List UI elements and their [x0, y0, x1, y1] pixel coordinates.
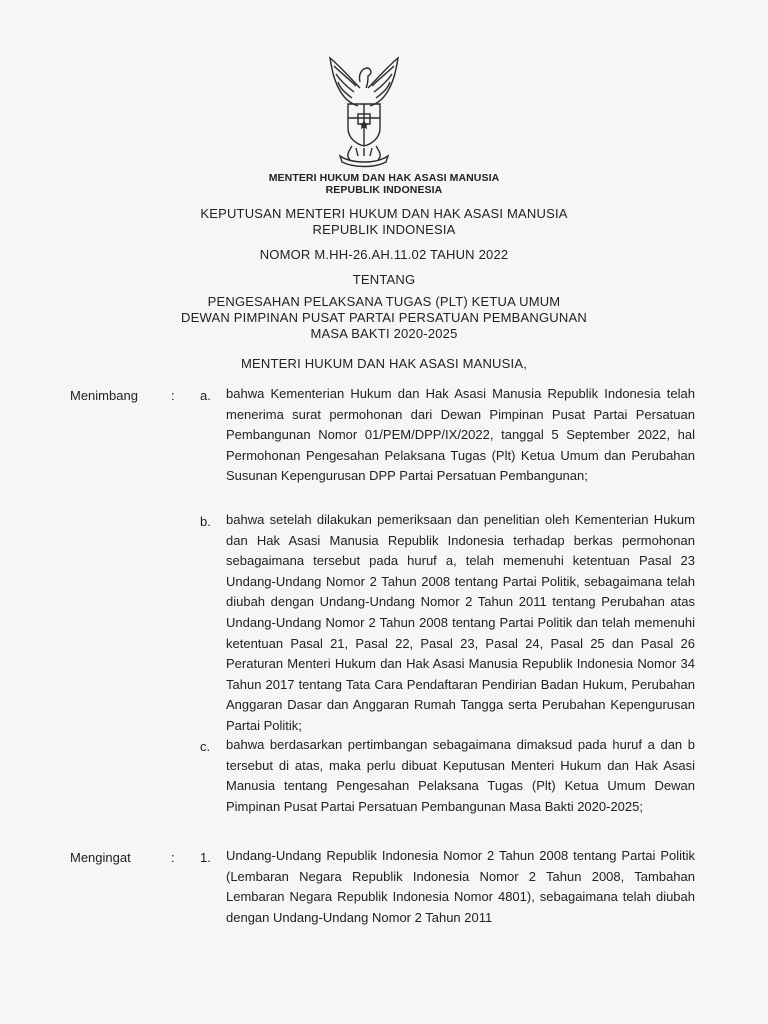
menimbang-item-a-text: bahwa Kementerian Hukum dan Hak Asasi Manusia Republik Indonesia telah menerima surat permohonan dari Dewan Pimpinan Pusat Partai Persatuan Pembangunan Nomor 01/PEM/DPP/IX/2022, tanggal 5 September 2022, hal Permohonan Pengesahan Pelaksana Tugas (Plt) Ketua Umum dan Perubahan Susunan Kepengurusan DPP Partai Persatuan Pembangunan;	[226, 386, 695, 484]
decision-number: NOMOR M.HH-26.AH.11.02 TAHUN 2022	[259, 247, 509, 262]
mengingat-label: Mengingat	[70, 850, 131, 865]
menimbang-item-b-text: bahwa setelah dilakukan pemeriksaan dan penelitian oleh Kementerian Hukum dan Hak Asasi Manusia Republik Indonesia terhadap berkas permohonan sebagaimana tersebut pada huruf a, telah memenuhi ketentuan Pasal 23 Undang-Undang Nomor 2 Tahun 2008 tentang Partai Politik, sebagaimana telah diubah dengan Undang-Undang Nomor 2 Tahun 2011 tentang Perubahan atas Undang-Undang Nomor 2 Tahun 2008 tentang Partai Politik dan telah memenuhi ketentuan Pasal 21, Pasal 22, Pasal 23, Pasal 24, Pasal 25 dan Pasal 26 Peraturan Menteri Hukum dan Hak Asasi Manusia Republik Indonesia Nomor 34 Tahun 2017 tentang Tata Cara Pendaftaran Pendirian Badan Hukum, Perubahan Anggaran Dasar dan Anggaran Rumah Tangga serta Perubahan Kepengurusan Partai Politik;	[226, 512, 695, 733]
ministry-title-line1: MENTERI HUKUM DAN HAK ASASI MANUSIA	[268, 172, 500, 184]
menimbang-item-c-mark: c.	[200, 739, 211, 754]
about-label: TENTANG	[352, 272, 416, 287]
ministry-title-line2: REPUBLIK INDONESIA	[325, 184, 443, 196]
menimbang-item-b-mark: b.	[200, 514, 211, 529]
decision-title-line2: REPUBLIK INDONESIA	[312, 222, 456, 237]
mengingat-colon: :	[171, 850, 175, 865]
minister-heading: MENTERI HUKUM DAN HAK ASASI MANUSIA,	[240, 356, 528, 371]
menimbang-item-a-mark: a.	[200, 388, 211, 403]
subject-line3: MASA BAKTI 2020-2025	[310, 326, 458, 341]
menimbang-label: Menimbang	[70, 388, 138, 403]
garuda-emblem-icon	[312, 52, 416, 168]
subject-line2: DEWAN PIMPINAN PUSAT PARTAI PERSATUAN PEMBANGUNAN	[181, 310, 587, 325]
menimbang-item-c-text: bahwa berdasarkan pertimbangan sebagaimana dimaksud pada huruf a dan b tersebut di atas, maka perlu dibuat Keputusan Menteri Hukum dan Hak Asasi Manusia tentang Pengesahan Pelaksana Tugas (Plt) Ketua Umum Dewan Pimpinan Pusat Partai Persatuan Pembangunan Masa Bakti 2020-2025;	[226, 737, 695, 814]
subject-line1: PENGESAHAN PELAKSANA TUGAS (PLT) KETUA UMUM	[207, 294, 561, 309]
mengingat-item-1-mark: 1.	[200, 850, 211, 865]
mengingat-item-1-text: Undang-Undang Republik Indonesia Nomor 2 Tahun 2008 tentang Partai Politik (Lembaran Negara Republik Indonesia Nomor 2 Tahun 2008, Tambahan Lembaran Negara Republik Indonesia Nomor 4801), sebagaimana telah diubah dengan Undang-Undang Nomor 2 Tahun 2011	[226, 848, 695, 925]
decision-title-line1: KEPUTUSAN MENTERI HUKUM DAN HAK ASASI MANUSIA	[200, 206, 568, 221]
menimbang-colon: :	[171, 388, 175, 403]
